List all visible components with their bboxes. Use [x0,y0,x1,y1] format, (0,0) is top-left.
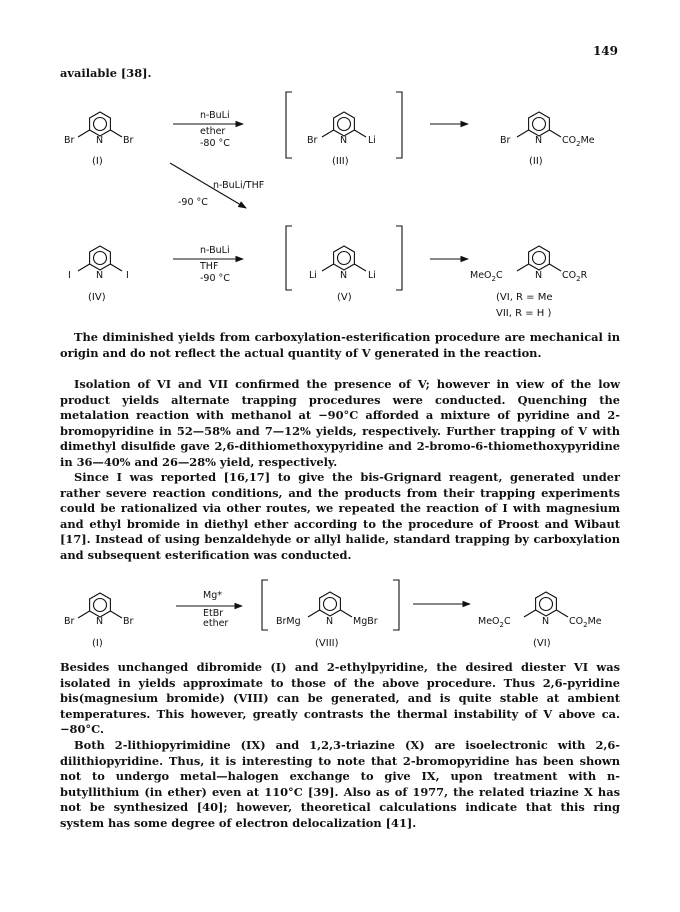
compound-label-VI: (VI, R = Me [496,292,553,303]
svg-text:Br: Br [307,135,318,146]
paragraph-4: Besides unchanged dibromide (I) and 2-ethylpyridine, the desired diester VI was isolated in yields approximate to those of the above procedure. Thus 2,6-pyridine bis(magnesium bromide) (VIII) can be generated, and is quite stable at ambient temperatures. This however, greatly contrasts the thermal instability of V above ca. −80°C. [60,660,620,737]
compound-label-VI-2: (VI) [533,638,551,649]
reagent-ether-2: ether [203,618,229,629]
svg-text:N: N [326,616,334,627]
svg-text:MeO2C: MeO$_2$C [470,270,503,283]
paragraph-5: Both 2-lithiopyrimidine (IX) and 1,2,3-triazine (X) are isoelectronic with 2,6-dilithiopyridine. Thus, it is interesting to note that 2-bromopyridine has been shown not to undergo metal—halogen exchange to give IX, upon treatment with n-butyllithium (in ether) even at 110°C [39]. Also as of 1977, the related triazine X has not be synthesized [40]; however, theoretical calculations indicate that this ring system has some degree of electron delocalization [41]. [60,738,620,830]
compound-label-I-2: (I) [92,638,103,649]
compound-label-I: (I) [92,156,103,167]
reagent-mg: Mg* [203,590,222,601]
compound-label-II: (II) [529,156,543,167]
svg-text:N: N [340,270,348,281]
reagent-etbr: EtBr [203,608,224,619]
compound-label-IV: (IV) [88,292,106,303]
paragraph-2: Isolation of VI and VII confirmed the presence of V; however in view of the low product yields alternate trapping procedures were conducted. Quenching the metalation reaction with methanol at −90°C afforded a mixture of pyridine and 2-bromopyridine in 52—58% and 7—12% yields, respectively. Further trapping of V with dimethyl disulfide gave 2,6-dithiomethoxypyridine and 2-bromo-6-thiomethoxypyridine in 36—40% and 26—28% yield, respectively. [60,377,620,469]
svg-text:MeO2C: MeO$_2$C [478,616,511,629]
paragraph-3: Since I was reported [16,17] to give the bis-Grignard reagent, generated under rather severe reaction conditions, and the products from their trapping experiments could be rationalized via other routes, we repeated the reaction of I with magnesium and ethyl bromide in diethyl ether according to the procedure of Proost and Wibaut [17]. Instead of using benzaldehyde or allyl halide, standard trapping by carboxylation and subsequent esterification was conducted. [60,470,620,562]
svg-text:I: I [126,270,129,281]
svg-text:I: I [68,270,71,281]
bracket-right-III [396,92,402,158]
svg-text:BrMg: BrMg [276,616,301,627]
pyridine-ring-IV [90,246,111,270]
svg-text:N: N [96,135,104,146]
svg-text:Li: Li [309,270,317,281]
svg-text:N: N [535,135,543,146]
page-number: 149 [592,44,618,58]
svg-text:Li: Li [368,135,376,146]
svg-text:Br: Br [123,616,134,627]
svg-text:CO2R: $CO_2R$ [562,270,588,283]
bracket-right-V [396,226,402,290]
svg-text:Br: Br [64,135,75,146]
svg-text:Br: Br [500,135,511,146]
reagent-temp: -80 °C [200,138,230,149]
svg-text:n-BuLi: n-BuLi [200,245,230,256]
pyridine-ring-III [334,112,355,136]
compound-label-V: (V) [337,292,352,303]
compound-label-III: (III) [332,156,349,167]
reagent-temp-diag: -90 °C [178,197,208,208]
compound-label-VII: VII, R = H ) [496,308,552,319]
svg-text:N: N [96,270,104,281]
reagent-nbuli: n-BuLi [200,110,230,121]
svg-text:MgBr: MgBr [353,616,378,627]
svg-text:Li: Li [368,270,376,281]
pyridine-ring-I [90,112,111,136]
svg-text:THF: THF [200,261,219,272]
svg-text:-90 °C: -90 °C [200,273,230,284]
svg-text:N: N [96,616,104,627]
bracket-left-V [286,226,292,290]
svg-text:N: N [535,270,543,281]
svg-text:CO2Me: $CO_2Me$ [569,616,602,629]
compound-label-VIII: (VIII) [315,638,339,649]
pyridine-ring-V [334,246,355,270]
aromatic-circle [94,118,107,131]
svg-text:N: N [542,616,550,627]
intro-text: available [38]. [60,66,152,80]
svg-text:N: N [340,135,348,146]
reagent-ether: ether [200,126,226,137]
pyridine-ring-II [529,112,550,136]
svg-text:Br: Br [64,616,75,627]
paragraph-1: The diminished yields from carboxylation-esterification procedure are mechanical in origin and do not reflect the actual quantity of V generated in the reaction. [60,330,620,360]
reagent-nbuli-thf: n-BuLi/THF [213,180,265,191]
svg-text:CO2Me: $CO_2Me$ [562,135,595,148]
bracket-left-III [286,92,292,158]
pyridine-ring-VI-VII [529,246,550,270]
svg-text:Br: Br [123,135,134,146]
